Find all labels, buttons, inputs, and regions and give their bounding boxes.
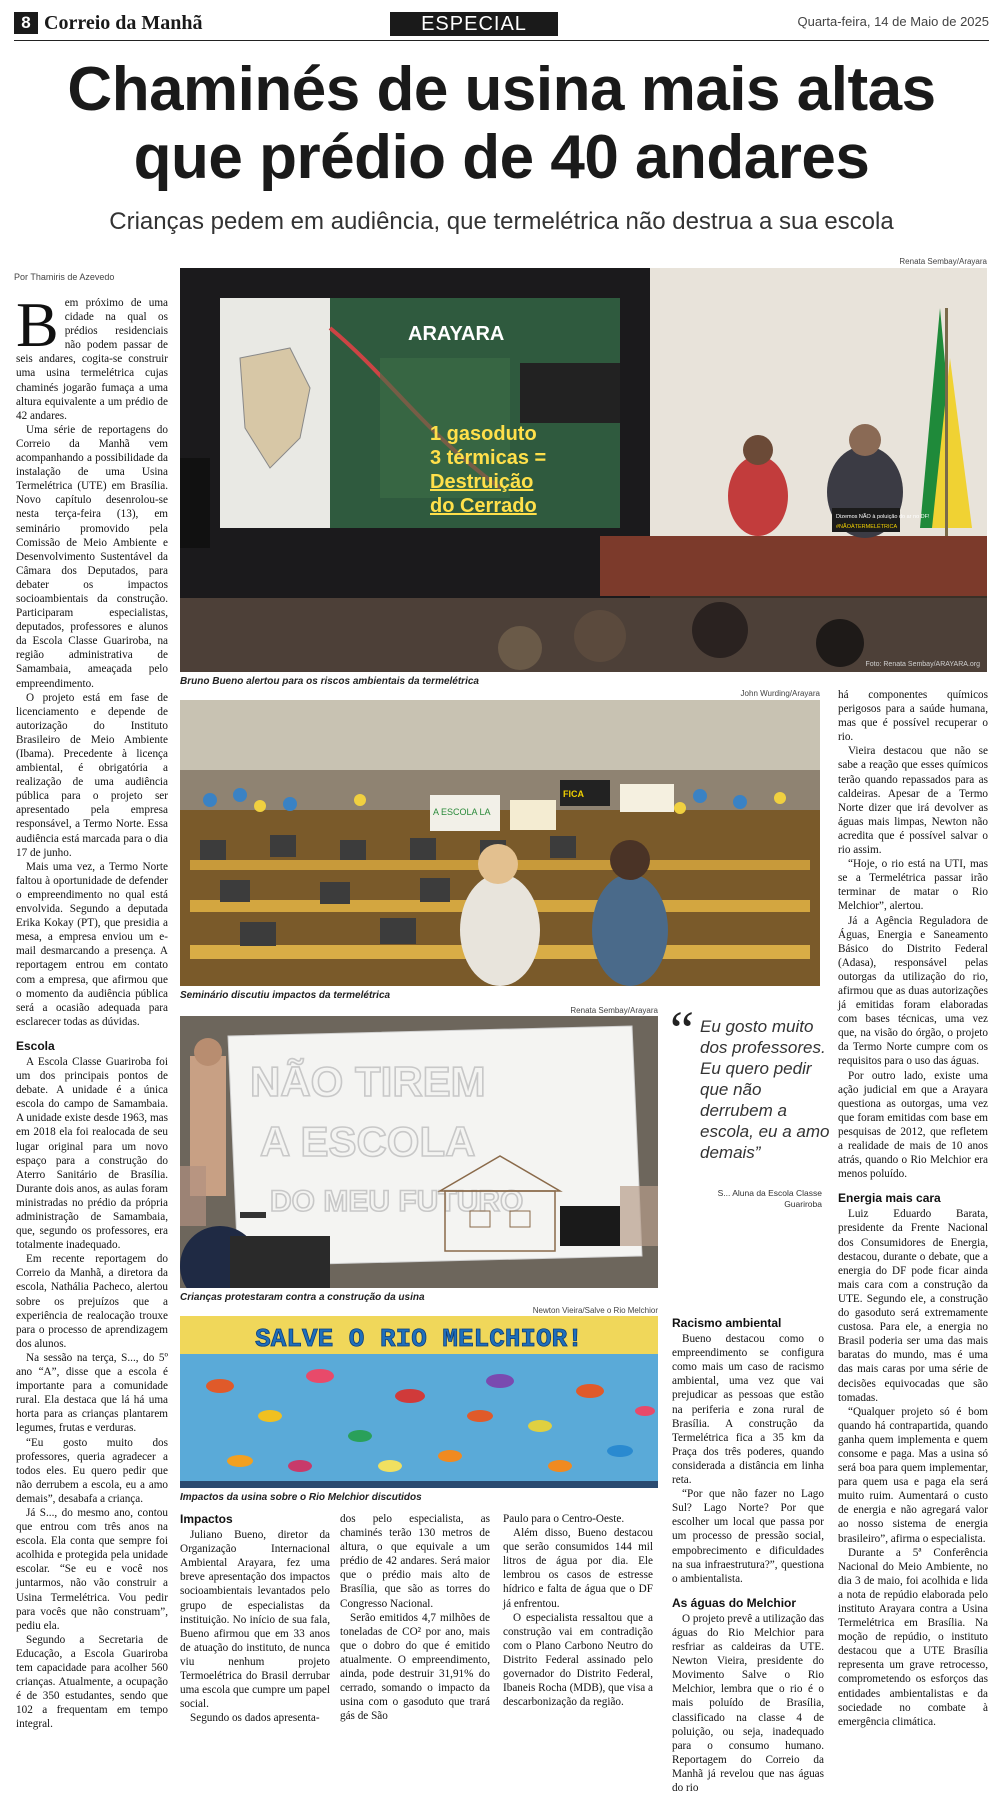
subheadline: Crianças pedem em audiência, que termelétrica não destrua a sua escola	[109, 208, 894, 235]
river-banner-illustration	[180, 1316, 658, 1488]
seminar-sign: A ESCOLA LA	[433, 807, 491, 817]
paragraph: Já S..., do mesmo ano, contou que entrou com três anos na escola. Ela conta que sempre foi acolhida e protegida pela unidade escolar. “Se eu e você nos juntarmos, não vão construir a Usina Termelétrica. Vou pedir para vocês que não construam”, pediu ela.	[16, 1506, 168, 1632]
seminar-photo-illustration	[180, 700, 820, 986]
paragraph: A Escola Classe Guariroba foi um dos principais pontos de debate. A unidade é a única escola do campo de Samambaia. A unidade existe desde 1963, mas em 2018 ela foi realocada de seu lugar original para um novo espaço para a construção do Aterro Sanitário de Brasília. Durante dois anos, as aulas foram ministradas no prédio da própria administração de Samambaia, que, segundo os professores, era totalmente inadequado.	[16, 1055, 168, 1252]
photo-seminar-room	[180, 700, 820, 986]
paragraph: O projeto está em fase de licenciamento e depende de autorização do Instituto Brasileiro de Meio Ambiente (Ibama). Precedente à licença ambiental, é obrigatória a realização de uma audiência pública para o projeto ser apresentado pela empresa responsável, a Termo Norte. Essa audiência está marcada para o dia 17 de junho.	[16, 691, 168, 859]
photo-caption-4: Impactos da usina sobre o Rio Melchior discutidos	[180, 1492, 422, 1503]
column-1	[16, 289, 168, 1731]
paragraph: Mais uma vez, a Termo Norte faltou à oportunidade de defender o empreendimento no qual está envolvida. Segundo a deputada Erika Kokay (PT), que presidia a mesa, a empresa enviou um e-mail desmarcando a presença. A reportagem entrou em contato com a empresa, que afirmou que o momento da audiência pública será a ocasião adequada para esclarecer todas as dúvidas.	[16, 860, 168, 1028]
paragraph: O projeto prevê a utilização das águas do Rio Melchior para resfriar as caldeiras da UTE. Newton Vieira, presidente do Movimento Salve o Rio Melchior, lembra que o rio é o mais poluído de Brasília, classificado na classe 4 de poluição, ou seja, inadequado para o consumo humano. Reportagem do Correio da Manhã já revelou que nas águas do rio	[672, 1612, 824, 1794]
paragraph: Em recente reportagem do Correio da Manhã, a diretora da escola, Nathália Pacheco, alertou sobre os prejuízos que a experiência de realocação trouxe para o processo de aprendizagem dos alunos.	[16, 1253, 168, 1350]
subheading-escola: Escola	[16, 1038, 55, 1053]
paragraph: Segundo os dados apresenta-	[190, 1712, 320, 1725]
protest-photo-illustration	[180, 1016, 658, 1288]
paragraph: Luiz Eduardo Barata, presidente da Frente Nacional dos Consumidores de Energia, destacou, durante o debate, que a energia do DF pode ficar ainda mais cara com a construção da UTE. Segundo ele, a construção do gasoduto será extremamente custosa. Para ele, a energia no Brasil poderia ser uma das mais baratas do mundo, mas é uma das mais caras por uma série de decisões equivocadas que são tomadas.	[838, 1208, 988, 1404]
photo-credit-3: Renata Sembay/Arayara	[570, 1006, 658, 1015]
screen-text-3: Destruição	[430, 471, 534, 493]
pull-quote: Eu gosto muito dos professores. Eu quero pedir que não derrubem a escola, eu a amo demais”	[700, 1017, 830, 1162]
photo-credit-2: John Wurding/Arayara	[740, 689, 820, 698]
photo-credit-4: Newton Vieira/Salve o Rio Melchior	[532, 1306, 658, 1315]
protest-sign: Dizemos NÃO à poluição do ar no DF!	[836, 514, 930, 520]
lead-text: em próximo de uma cidade na qual os prédios residenciais não podem passar de seis andares, cogita-se construir uma usina termelétrica cujas chaminés jogarão fumaça a uma altura equivalente a um prédio de 42 andares.	[16, 297, 168, 422]
subheading-impactos: Impactos	[180, 1512, 233, 1526]
paragraph: Uma série de reportagens do Correio da Manhã vem acompanhando a possibilidade da instalação de uma Usina Termelétrica (UTE) em Brasília. Novo capítulo desenrolou-se nesta terça-feira (13), em seminário promovido pela Comissão de Meio Ambiente e Desenvolvimento Sustentável da Câmara dos Deputados, para debater os impactos socioambientais da construção. Participaram especialistas, deputados, professores e alunos da Escola Classe Guariroba, na região administrativa de Samambaia, ameaçada pelo empreendimento.	[16, 423, 168, 690]
photo-river-banner	[180, 1316, 658, 1488]
paragraph: O especialista ressaltou que a construção vai em contradição com o Plano Carbono Neutro do Distrito Federal assinado pelo governador do Distrito Federal, Ibaneis Rocha (MDB), que visa a descarbonização da região.	[503, 1611, 653, 1709]
paragraph: Vieira destacou que não se sabe a reação que esses químicos terão quando repassados para as caldeiras. Apesar de a Termo Norte dizer que irá devolver as águas mais limpas, Newton não acredita que é possível salvar o rio assim.	[838, 745, 988, 857]
paragraph: Paulo para o Centro-Oeste.	[503, 1513, 625, 1525]
column-3	[340, 1512, 490, 1723]
photo-children-protest	[180, 1016, 658, 1288]
headline	[14, 56, 989, 192]
paragraph: Além disso, Bueno destacou que serão consumidos 144 mil litros de água por dia. Ele lembrou os casos de estresse hídrico e falta de água que o DF já enfrentou.	[503, 1527, 653, 1610]
photo-caption-2: Seminário discutiu impactos da termelétrica	[180, 990, 391, 1001]
headline-line-2: que prédio de 40 andares	[133, 123, 870, 192]
issue-date: Quarta-feira, 14 de Maio de 2025	[797, 14, 989, 29]
paragraph: “Por que não fazer no Lago Sul? Lago Norte? Por que escolher um local que passa por um processo de pressão social, empobrecimento e dificuldades na sua infraestrutura?”, questiona o ambientalista.	[672, 1488, 824, 1585]
lead-paragraph	[16, 289, 168, 423]
pull-quote-attribution: S... Aluna da Escola Classe Guariroba	[717, 1188, 822, 1209]
photo-credit-1: Renata Sembay/Arayara	[899, 257, 987, 266]
screen-text-4: do Cerrado	[430, 495, 537, 517]
newspaper-name: Correio da Manhã	[44, 12, 203, 34]
page-number: 8	[14, 12, 38, 34]
paragraph: Já a Agência Reguladora de Águas, Energia e Saneamento Básico do Distrito Federal (Adasa), responsável pelas outorgas da utilização do rio, afirmou que as duas autorizações já emitidas foram elaboradas com bases técnicas, uma vez que, na visão do órgão, o projeto da Termo Norte cumpre com os requisitos para o uso das águas.	[838, 914, 988, 1068]
poster-line-2: A ESCOLA	[260, 1118, 476, 1165]
section-label: ESPECIAL	[390, 12, 558, 36]
column-3b	[503, 1512, 653, 1709]
screen-text-2: 3 térmicas =	[430, 447, 547, 469]
paragraph: Juliano Bueno, diretor da Organização Internacional Ambiental Arayara, fez uma breve apresentação dos impactos socioambientais levantados pelo grupo de especialistas da instituição. No início de sua fala, Bueno afirmou que em 33 anos de atuação do instituto, de nunca viu nenhum projeto Termoelétrica do Brasil derrubar uma escola que cumpre um papel social.	[180, 1529, 330, 1711]
photo-hearing-panel	[180, 268, 987, 672]
screen-brand: ARAYARA	[408, 323, 505, 345]
paragraph: há componentes químicos perigosos para a saúde humana, mas que é possível recuperar o rio.	[838, 689, 988, 744]
screen-text-1: 1 gasoduto	[430, 423, 537, 445]
paragraph: dos pelo especialista, as chaminés terão 130 metros de altura, o que equivale a um prédio de 42 andares. Será maior que o prédio mais alto de Brasília, que são as torres do Congresso Nacional.	[340, 1513, 490, 1610]
seminar-sign-2: FICA	[563, 789, 584, 799]
header-rule	[14, 40, 989, 41]
banner-text: SALVE O RIO MELCHIOR!	[255, 1324, 583, 1354]
subheading-energia: Energia mais cara	[838, 1191, 941, 1206]
subheading-racismo: Racismo ambiental	[672, 1316, 782, 1330]
paragraph: “Qualquer projeto só é bom quando há contrapartida, quando ganha quem implementa e quem consome e paga. Mas a usina só será boa para quem implementar, para quem usa e paga ela será muito ruim. Aumentará o custo de energia e não agregará valor ao nosso sistema de energia brasileiro”, afirma o especialista.	[838, 1405, 988, 1545]
photo-watermark: Foto: Renata Sembay/ARAYARA.org	[865, 661, 980, 668]
paragraph: Segundo a Secretaria de Educação, a Escola Guariroba tem capacidade para acolher 560 crianças. Atualmente, a ocupação é de 350 estudantes, sendo que 102 a frequentam em tempo integral.	[16, 1633, 168, 1731]
drop-cap: B	[16, 289, 59, 360]
poster-line-3: DO MEU FUTURO	[270, 1185, 524, 1218]
paragraph: “Eu gosto muito dos professores, queria agradecer a todos eles. Eu quero pedir que não derrubem a escola, eu a amo demais”, desabafa a criança.	[16, 1436, 168, 1505]
column-4	[672, 1316, 824, 1795]
hearing-photo-illustration	[180, 268, 987, 672]
column-5	[838, 688, 988, 1729]
quote-mark-icon: “	[670, 1000, 694, 1060]
subheading-aguas: As águas do Melchior	[672, 1595, 797, 1610]
paragraph: Bueno destacou como o empreendimento se configura como mais um caso de racismo ambiental, uma vez que vai prejudicar as pessoas que estão na periferia e zona rural de Brasília. A construção da Termelétrica fica a 35 km da Praça dos três poderes, quando considerada a distância em linha reta.	[672, 1333, 824, 1487]
photo-caption-1: Bruno Bueno alertou para os riscos ambientais da termelétrica	[180, 676, 479, 687]
paragraph: “Hoje, o rio está na UTI, mas se a Termelétrica passar irão terminar de matar o Rio Melchior”, alertou.	[838, 858, 988, 913]
headline-line-1: Chaminés de usina mais altas	[67, 55, 936, 124]
protest-sign-hashtag: #NÃOÀTERMELÉTRICA	[836, 524, 898, 530]
paragraph: Durante a 5ª Conferência Nacional do Meio Ambiente, no dia 3 de maio, foi acolhida e lida a nota de repúdio elaborada pelo instituto Arayara contra a Usina Termelétrica em Brasília. Na moção de repúdio, o instituto destacou que a UTE Brasília representa um grave retrocesso, comprometendo os esforços das entidades ambientalistas e da sociedade no combate à emergência climática.	[838, 1546, 988, 1728]
poster-line-1: NÃO TIREM	[250, 1058, 486, 1105]
paragraph: Por outro lado, existe uma ação judicial em que a Arayara questiona as outorgas, uma vez que foram emitidas com base em pesquisas de 2012, que refletem a realidade de mais de 10 anos atrás, quando o Rio Melchior era menos poluído.	[838, 1069, 988, 1181]
photo-caption-3: Crianças protestaram contra a construção da usina	[180, 1292, 425, 1303]
paragraph: Na sessão na terça, S..., do 5º ano “A”, disse que a escola é importante para a comunidade rural. Ela destaca que lá há uma horta para as crianças plantarem legumes, frutas e verduras.	[16, 1351, 168, 1435]
column-2	[180, 1512, 330, 1725]
paragraph: Serão emitidos 4,7 milhões de toneladas de CO² por ano, mais que o dobro do que é emitido atualmente. O empreendimento, ainda, pode destruir 31,91% do cerrado, somando o impacto da usina com o gasoduto que trará gás de São	[340, 1611, 490, 1723]
byline: Por Thamiris de Azevedo	[14, 272, 115, 282]
